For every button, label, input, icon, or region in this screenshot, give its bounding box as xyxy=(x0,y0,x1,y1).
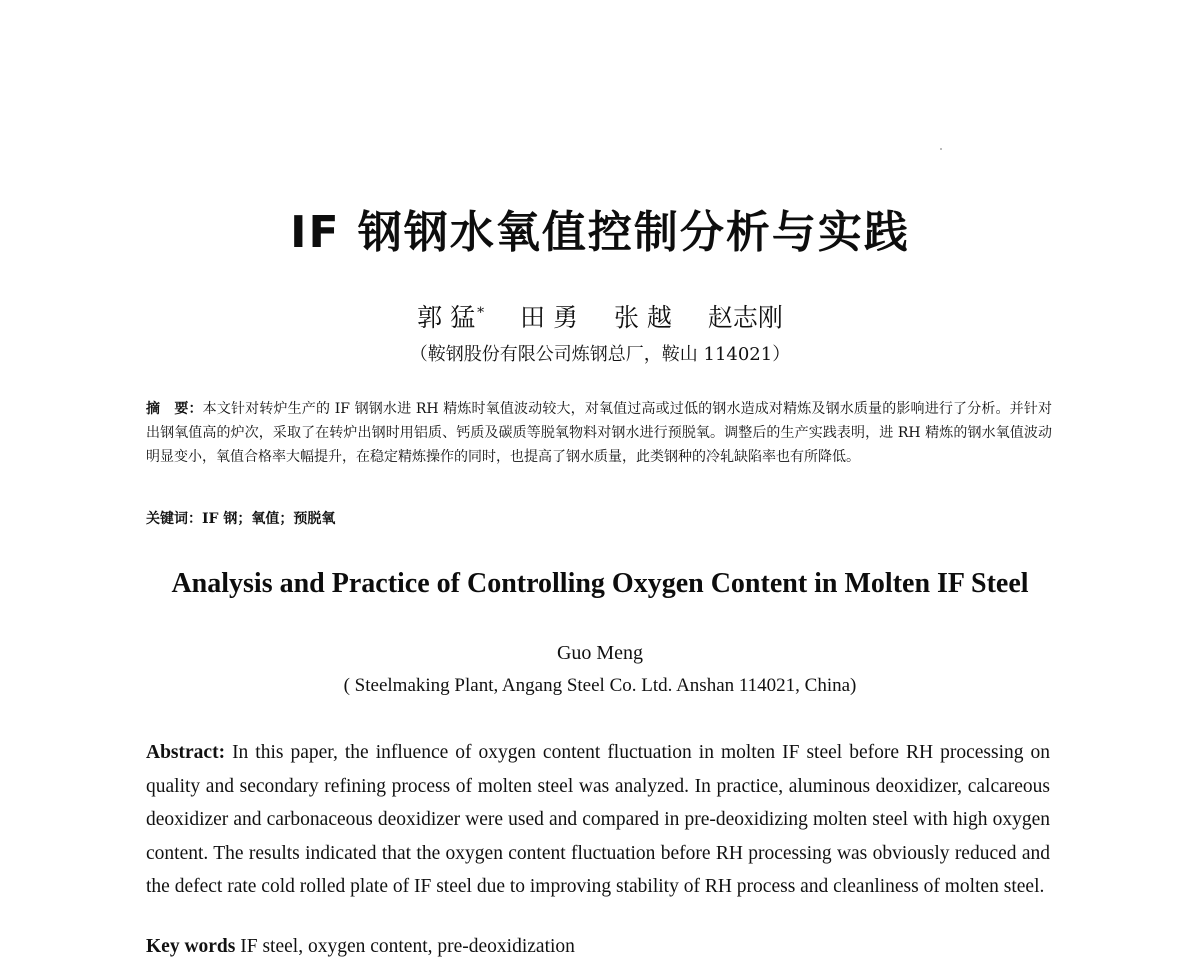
english-keywords-text: IF steel, oxygen content, pre-deoxidization xyxy=(235,936,575,957)
chinese-keywords: 关键词：IF 钢；氧值；预脱氧 xyxy=(146,511,336,527)
author-name: 赵志刚 xyxy=(707,303,783,332)
english-keywords xyxy=(146,936,1050,958)
scan-speck xyxy=(940,148,942,150)
chinese-abstract xyxy=(146,397,1052,469)
author-name: 郭 猛 * xyxy=(417,303,485,332)
author-name: 张 越 xyxy=(613,303,672,332)
english-keywords-label: Key words xyxy=(146,936,236,957)
english-title: Analysis and Practice of Controlling Oxygen Content in Molten IF Steel xyxy=(171,568,1029,599)
english-affiliation: ( Steelmaking Plant, Angang Steel Co. Ltd. Anshan 114021, China) xyxy=(343,675,857,696)
chinese-affiliation: （鞍钢股份有限公司炼钢总厂，鞍山 114021） xyxy=(409,344,791,365)
english-abstract xyxy=(146,736,1050,904)
chinese-title: IF 钢钢水氧值控制分析与实践 xyxy=(290,207,910,258)
corresponding-author-mark: * xyxy=(477,304,485,321)
chinese-authors xyxy=(0,298,1200,334)
english-author: Guo Meng xyxy=(556,642,644,664)
english-abstract-text: In this paper, the influence of oxygen content fluctuation in molten IF steel before RH processing on quality and secondary refining process of molten steel was analyzed. In practice, aluminous deoxidizer, calcareous deoxidizer and carbonaceous deoxidizer were used and compared in pre-deoxidizing molten steel with high oxygen content. The results indicated that the oxygen content fluctuation before RH processing was obviously reduced and the defect rate cold rolled plate of IF steel due to improving stability of RH process and cleanliness of molten steel. xyxy=(146,742,1050,898)
author-name: 田 勇 xyxy=(520,303,578,332)
chinese-abstract-label: 摘 要： xyxy=(146,401,203,417)
english-abstract-label: Abstract: xyxy=(146,742,226,763)
chinese-abstract-text: 本文针对转炉生产的 IF 钢钢水进 RH 精炼时氧值波动较大，对氧值过高或过低的钢水造成对精炼及钢水质量的影响进行了分析。并针对出钢氧值高的炉次，采取了在转炉出钢时用铝质、钙质及碳质等脱氧物料对钢水进行预脱氧。调整后的生产实践表明，进 RH 精炼的钢水氧值波动明显变小，氧值合格率大幅提升，在稳定精炼操作的同时，也提高了钢水质量，此类钢种的冷轧缺陷率也有所降低。 xyxy=(146,401,1053,465)
